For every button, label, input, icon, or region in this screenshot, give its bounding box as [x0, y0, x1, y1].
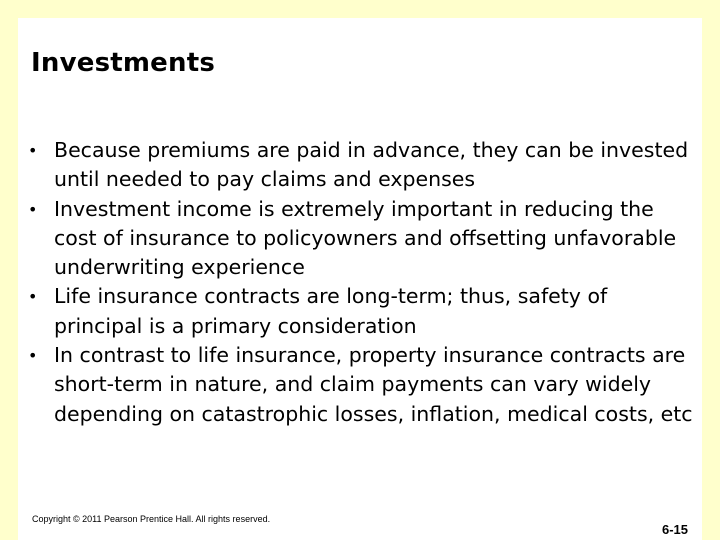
bullet-item — [24, 195, 696, 283]
bullet-icon: • — [28, 287, 38, 307]
bullet-item — [24, 282, 696, 341]
page-number: 6-15 — [662, 522, 689, 537]
bullet-icon: • — [28, 346, 38, 366]
bullet-text: In contrast to life insurance, property insurance contracts are short-term in nature, and claim payments can vary widely depending on catastrophic losses, inflation, medical costs, etc — [54, 343, 693, 426]
slide-title: Investments — [31, 48, 216, 78]
slide-canvas — [18, 18, 702, 540]
bullet-item — [24, 341, 696, 429]
bullet-icon: • — [28, 199, 38, 219]
bullet-text: Because premiums are paid in advance, they can be invested until needed to pay claims and expenses — [54, 138, 689, 192]
bullet-icon: • — [28, 141, 38, 160]
bullet-list — [24, 136, 696, 429]
bullet-item — [24, 136, 696, 195]
bullet-text: Investment income is extremely important in reducing the cost of insurance to policyowners and offsetting unfavorable underwriting experience — [54, 196, 677, 280]
bullet-text: Life insurance contracts are long-term; thus, safety of principal is a primary consideration — [54, 284, 608, 338]
copyright-notice: Copyright © 2011 Pearson Prentice Hall. All rights reserved. — [32, 514, 271, 524]
